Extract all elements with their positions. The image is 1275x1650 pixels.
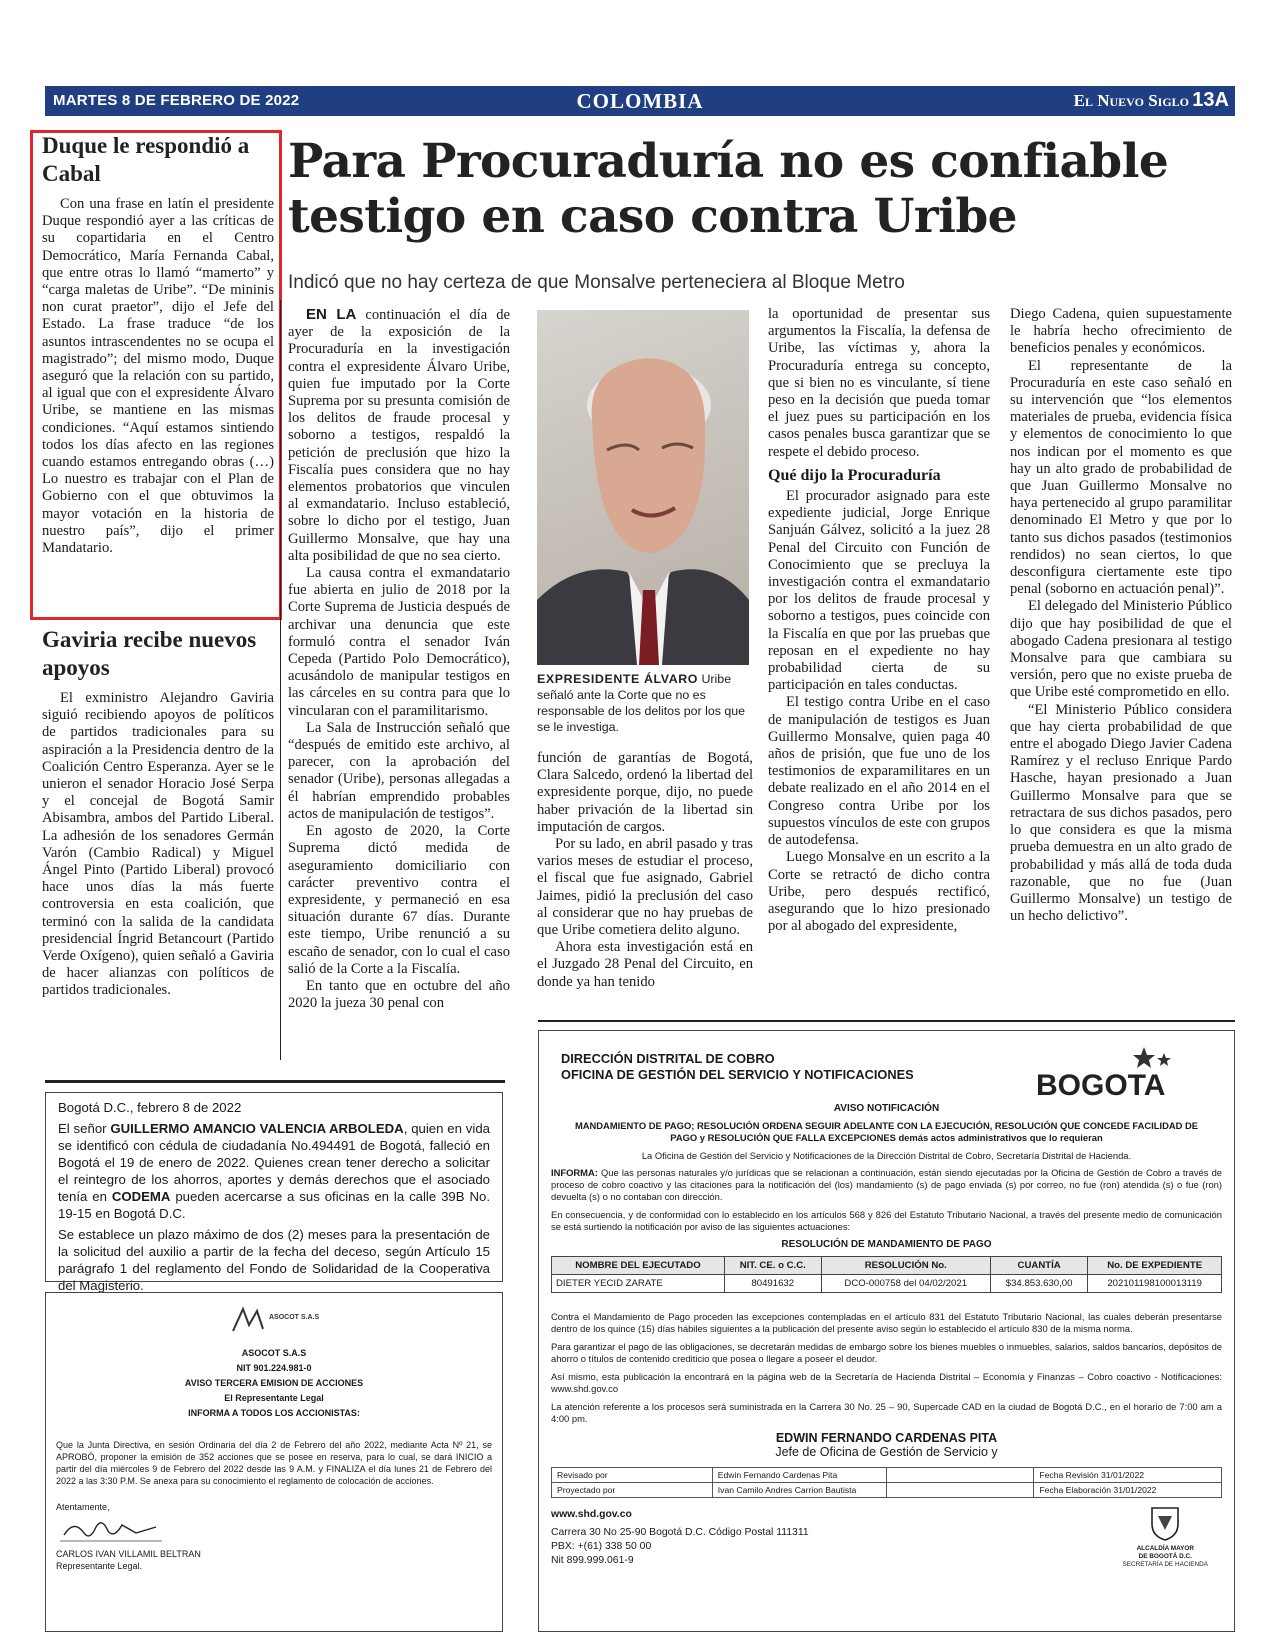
bogota-org1: DIRECCIÓN DISTRITAL DE COBRO — [561, 1051, 775, 1066]
table-cell: Fecha Revisión 31/01/2022 — [1034, 1468, 1222, 1483]
uribe-photo — [537, 310, 749, 665]
bogota-logo — [1032, 1043, 1182, 1108]
newspaper-name: El Nuevo Siglo — [1073, 91, 1189, 110]
table-cell: DCO-000758 del 04/02/2021 — [821, 1275, 990, 1293]
section-rule — [45, 1080, 505, 1083]
bogota-paragraph: Así mismo, esta publicación la encontrará en la página web de la Secretaría de Hacienda Distrital – Economía y Finanzas – Cobro coactivo - Notificaciones: www.shd.gov.co — [551, 1371, 1222, 1394]
bogota-pbx: PBX: +(61) 338 50 00 — [551, 1541, 652, 1552]
sidebar-duque-title: Duque le respondió a Cabal — [42, 133, 250, 186]
asocot-issue: AVISO TERCERA EMISION DE ACCIONES — [184, 1378, 364, 1388]
issue-date: MARTES 8 DE FEBRERO DE 2022 — [53, 92, 300, 109]
notice-date: Bogotá D.C., febrero 8 de 2022 — [58, 1100, 242, 1115]
table-cell: Proyectado por — [552, 1483, 713, 1498]
sidebar-duque-body: Con una frase en latín el presidente Duque respondió ayer a las críticas de su copartidaria en el Centro Democrático, María Fernanda Cabal, que entre otras lo llamó “mamerto” y “carga maletas de Uribe”. “De mininis non curat praetor”, dijo el Jefe del Estado. La frase traduce “de los asuntos intrascendentes no se ocupa el magistrado”; del mismo modo, Duque aseguró que la relación con su partido, al igual que con el expresidente Álvaro Uribe, se mantiene en las mismas condiciones. “Aquí estamos sintiendo todos los días afecto en las regiones cuando estamos entregando obras (…) Lo nuestro es trabajar con el Plan de Gobierno con el que obtuvimos la mayor votación en la historia de nuestro país”, dijo el primer Mandatario. — [42, 196, 274, 557]
asocot-signer: CARLOS IVAN VILLAMIL BELTRAN — [56, 1549, 201, 1559]
section-rule — [538, 1020, 1235, 1022]
article-column-3 — [768, 306, 990, 935]
article-paragraph: El procurador asignado para este expediente judicial, Jorge Enrique Sanjuán Gálvez, solicitó a la juez 28 Penal del Circuito con Función de Conocimiento que se precluya la investigación contra el exmandatario por los delitos de fraude procesal y soborno a testigos, pues coincide con la Fiscalía en que por las pruebas que reposan en el expediente no hay probabilidad cierta de su participación en tales conductas. — [768, 488, 990, 694]
notice-codema — [45, 1092, 503, 1293]
table-row — [552, 1483, 1222, 1498]
asocot-signer-title: Representante Legal. — [56, 1561, 143, 1571]
article-paragraph: La causa contra el exmandatario fue abierta en julio de 2018 por la Corte Suprema de Justicia después de archivar una denuncia que este formuló contra el senador Iván Cepeda (Partido Polo Democrático), acusándolo de manipular testigos en las cárceles en su contra para que lo vincularan con el paramilitarismo. — [288, 565, 510, 719]
article-subhead: Qué dijo la Procuraduría — [768, 466, 941, 484]
portrait-illustration — [537, 310, 749, 665]
article-headline: Para Procuraduría no es confiable testigo en caso contra Uribe — [288, 134, 1169, 244]
bogota-paragraph: Contra el Mandamiento de Pago proceden las excepciones contempladas en el artículo 831 del Estatuto Tributario Nacional, las cuales deberán presentarse dentro de los quince (15) días hábiles siguientes a la publicación del presente aviso según lo establecido el artículo 830 de la misma norma. — [551, 1311, 1222, 1334]
bogota-signer: EDWIN FERNANDO CARDENAS PITA — [775, 1431, 998, 1445]
article-paragraph: Ahora esta investigación está en el Juzgado 28 Penal del Circuito, en donde ya han tenido — [537, 939, 753, 990]
signature-icon — [56, 1515, 166, 1545]
asocot-body: Que la Junta Directiva, en sesión Ordinaria del día 2 de Febrero del año 2022, mediante Acta Nº 21, se APROBÓ, proponer la emisión de 352 acciones que se posee en reserva, para lo cual, se dará INICIO a partir del día miércoles 9 de Febrero del 2022 desde las 9 A.M. y FINALIZA el día lunes 21 de Febrero del 2022 a las 3:30 P.M. Se anexa para su conocimiento el reglamento de colocación de acciones. — [56, 1440, 492, 1486]
bogota-paragraph: La atención referente a los procesos será suministrada en la Carrera 30 No. 25 – 90, Supercade CAD en la ciudad de Bogotá D.C., en el horario de 7:00 am a 4:00 pm. — [551, 1401, 1222, 1424]
asocot-inform: INFORMA A TODOS LOS ACCIONISTAS: — [188, 1408, 360, 1418]
article-paragraph: Por su lado, en abril pasado y tras varios meses de estudiar el proceso, el fiscal que fue asignado, Gabriel Jaimes, pidió la preclusión del caso al considerar que no hay pruebas de que Uribe cometiera delito alguno. — [537, 836, 753, 939]
column-divider — [280, 300, 281, 1060]
bogota-paragraph: Para garantizar el pago de las obligaciones, se decretarán medidas de embargo sobre los bienes muebles o inmuebles, salarios, saldos bancarios, depósitos de ahorro o títulos de contenido crediticio que posea o llegare a poseer el deudor. — [551, 1341, 1222, 1364]
alcaldia-seal: ALCALDÍA MAYOR DE BOGOTÁ D.C. SECRETARÍA DE HACIENDA — [1123, 1504, 1208, 1569]
notice-paragraph: El señor GUILLERMO AMANCIO VALENCIA ARBOLEDA, quien en vida se identificó con cédula de ciudadanía No.494491 de Bogotá, falleció en Bogotá el 19 de enero de 2022. Quienes crean tener derecho a solicitar el reintegro de los ahorros, aportes y demás derechos que el asociado tenía en CODEMA pueden acercarse a sus oficinas en la calle 39B No. 19-15 en Bogotá D.C. — [58, 1121, 490, 1221]
table-header: CUANTÍA — [990, 1257, 1087, 1275]
article-paragraph: “El Ministerio Público considera que hay cierta probabilidad de que entre el abogado Diego Javier Cadena Ramírez y el recluso Enrique Pardo Hasche, hayan presionado a Juan Guillermo Monsalve para que se retractara de sus dichos pasados, pero lo que considera es que la misma prueba demuestra en un alto grado de probabilidad y más allá de toda duda razonable, que no fue (Juan Guillermo Monsalve) un testigo de un hecho delictivo”. — [1010, 701, 1232, 925]
article-deck: Indicó que no hay certeza de que Monsalve perteneciera al Bloque Metro — [288, 272, 905, 293]
sidebar-gaviria-title: Gaviria recibe nuevos apoyos — [42, 627, 257, 680]
sidebar-gaviria-body: El exministro Alejandro Gaviria siguió recibiendo apoyos de políticos de partidos tradicionales para su aspiración a la Presidencia dentro de la Coalición Centro Esperanza. Ayer se le unieron el senador Horacio José Serpa y el concejal de Bogotá Samir Abisambra, ambos del Partido Liberal. La adhesión de los senadores Germán Varón (Cambio Radical) y Miguel Ángel Pinto (Partido Liberal) provocó hace unos días la más fuerte controversia en esta coalición, que terminó con la salida de la candidata presidencial Íngrid Betancourt (Partido Verde Oxígeno), quien señaló a Gaviria de hacer alianzas con políticos de partidos tradicionales. — [42, 690, 274, 999]
bogota-web: www.shd.gov.co — [551, 1509, 632, 1520]
table-row — [552, 1468, 1222, 1483]
notice-paragraph: Se establece un plazo máximo de dos (2) meses para la presentación de la solicitud del auxilio a partir de la fecha del deceso, según Artículo 15 parágrafo 1 del reglamento del Fondo de Solidaridad de la Cooperativa del Magisterio. — [58, 1227, 490, 1293]
asocot-closing: Atentamente, — [56, 1502, 110, 1512]
table-cell: 202101198100013119 — [1088, 1275, 1222, 1293]
table-cell — [886, 1483, 1033, 1498]
table-row — [552, 1275, 1222, 1293]
page-number: 13A — [1192, 89, 1229, 111]
article-paragraph: Diego Cadena, quien supuestamente le habría hecho ofrecimiento de beneficios penales y económicos. — [1010, 306, 1232, 357]
article-paragraph: El representante de la Procuraduría en este caso señaló en su intervención que “los elementos materiales de prueba, evidencia física y elementos de conocimiento lo que nos indican por el momento es que hay un alto grado de probabilidad de que Juan Guillermo Monsalve no haya pertenecido al grupo paramilitar denominado El Metro y que por lo tanto sus dichos pasados (testimonios rendidos) no sean ciertos, lo que desconfigura ciertamente este tipo penal (soborno en actuación penal)”. — [1010, 357, 1232, 598]
bogota-office: La Oficina de Gestión del Servicio y Notificaciones de la Dirección Distrital de Cobro, Secretaría Distrital de Hacienda. — [641, 1150, 1132, 1161]
table-cell: $34.853.630,00 — [990, 1275, 1087, 1293]
table-cell: Ivan Camilo Andres Carrion Bautista — [712, 1483, 886, 1498]
article-paragraph: la oportunidad de presentar sus argumentos la Fiscalía, la defensa de Uribe, las víctimas y, ahora la Procuraduría entrega su concepto, que si bien no es vinculante, sí tiene peso en la decisión que pueda tomar el juez pues su participación en los casos penales busca garantizar que se respete el debido proceso. — [768, 306, 990, 460]
asocot-company: ASOCOT S.A.S — [241, 1348, 307, 1358]
bogota-logo-icon — [1032, 1043, 1182, 1103]
bogota-resolucion-title: RESOLUCIÓN DE MANDAMIENTO DE PAGO — [781, 1239, 992, 1250]
asocot-logo — [56, 1305, 492, 1338]
table-header-row — [552, 1257, 1222, 1275]
notice-asocot — [45, 1292, 503, 1632]
article-paragraph: El testigo contra Uribe en el caso de manipulación de testigos es Juan Guillermo Monsalve, quien paga 40 años de prisión, que fue uno de los testimonios de exparamilitares en un debate realizado en el año 2014 en el Congreso contra Uribe por los supuestos vínculos de este con grupos de autodefensa. — [768, 694, 990, 849]
article-paragraph: Luego Monsalve en un escrito a la Corte se retractó de dicho contra Uribe, pero después rectificó, asegurando que lo hizo presionado por al abogado del expresidente, — [768, 849, 990, 935]
bogota-org2: OFICINA DE GESTIÓN DEL SERVICIO Y NOTIFICACIONES — [561, 1067, 914, 1082]
asocot-rep: El Representante Legal — [224, 1393, 324, 1403]
header-bar — [45, 86, 1235, 116]
svg-text:ASOCOT S.A.S: ASOCOT S.A.S — [269, 1314, 319, 1321]
photo-caption: EXPRESIDENTE ÁLVARO Uribe señaló ante la Corte que no es responsable de los delitos por los que se le investiga. — [537, 672, 746, 734]
table-cell: Revisado por — [552, 1468, 713, 1483]
bogota-consecuencia: En consecuencia, y de conformidad con lo establecido en los artículos 568 y 826 del Estatuto Tributario Nacional, a través del presente medio de comunicación se está surtiendo la notificación por aviso de las siguientes actuaciones: — [551, 1209, 1222, 1232]
bogota-informa: INFORMA: Que las personas naturales y/o jurídicas que se relacionan a continuación, están siendo ejecutadas por la Oficina de Gestión de Cobro a través de proceso de cobro coactivo y las citaciones para la notificación del (los) mandamiento (s) de pago enviada (s) por correo, no fue (ron) atendida (s) o fue (ron) devuelta (s) o no contaban con dirección. — [551, 1167, 1222, 1202]
article-paragraph: En agosto de 2020, la Corte Suprema dictó medida de aseguramiento domiciliario con carácter preventivo contra el expresidente, y permaneció en esa situación durante 67 días. Durante este tiempo, Uribe renunció a su escaño de senador, con lo cual el caso salió de la Corte a la Fiscalía. — [288, 823, 510, 977]
bogota-address: Carrera 30 No 25-90 Bogotá D.C. Código Postal 111311 — [551, 1527, 809, 1538]
asocot-logo-icon — [229, 1305, 319, 1335]
table-header: RESOLUCIÓN No. — [821, 1257, 990, 1275]
table-header: NOMBRE DEL EJECUTADO — [552, 1257, 725, 1275]
asocot-nit: NIT 901.224.981-0 — [236, 1363, 312, 1373]
sidebar-gaviria — [42, 626, 274, 1000]
table-cell: Edwin Fernando Cardenas Pita — [712, 1468, 886, 1483]
article-paragraph: La Sala de Instrucción señaló que “después de emitido este archivo, al parecer, con la aprobación del senador (Uribe), personas allegadas a él habrían emprendido probables actos de manipulación de testigos”. — [288, 719, 510, 822]
sidebar-duque — [42, 132, 274, 557]
bogota-mandamiento: MANDAMIENTO DE PAGO; RESOLUCIÓN ORDENA SEGUIR ADELANTE CON LA EJECUCIÓN, RESOLUCIÓN QUE CONCEDE FACILIDAD DE PAGO y RESOLUCIÓN QUE FALLA EXCEPCIONES demás actos administrativos que lo requieran — [574, 1120, 1199, 1143]
bogota-signer-title: Jefe de Oficina de Gestión de Servicio y — [775, 1445, 998, 1459]
article-paragraph: En tanto que en octubre del año 2020 la jueza 30 penal con — [288, 977, 510, 1012]
article-column-4 — [1010, 306, 1232, 925]
notice-bogota — [538, 1030, 1235, 1632]
review-table — [551, 1467, 1222, 1498]
bogota-table — [551, 1256, 1222, 1293]
coat-of-arms-icon — [1148, 1504, 1182, 1542]
article-paragraph: EN LA continuación el día de ayer de la exposición de la Procuraduría en la investigación contra el expresidente Álvaro Uribe, quien fue imputado por la Corte Suprema por su presunta comisión de los delitos de fraude procesal y soborno a testigos, respaldó la petición de preclusión que hizo la Fiscalía pues considera que no hay elementos probatorios que vinculen al exmandatario. Incluso estableció, sobre lo dicho por el testigo, Juan Guillermo Monsalve, que hay una alta posibilidad de que no sea cierto. — [288, 306, 510, 564]
article-column-2 — [537, 750, 753, 991]
table-cell: Fecha Elaboración 31/01/2022 — [1034, 1483, 1222, 1498]
article-paragraph: El delegado del Ministerio Público dijo que hay posibilidad de que el abogado Cadena presionara al testigo Monsalve para que cambiara su versión, pero que no existe prueba de que Uribe esté comprometido en ello. — [1010, 598, 1232, 701]
table-cell: DIETER YECID ZARATE — [552, 1275, 725, 1293]
table-header: No. DE EXPEDIENTE — [1088, 1257, 1222, 1275]
table-cell — [886, 1468, 1033, 1483]
article-paragraph: función de garantías de Bogotá, Clara Salcedo, ordenó la libertad del expresidente porque, dijo, no puede haber privación de la libertad sin imputación de cargos. — [537, 750, 753, 835]
table-cell: 80491632 — [724, 1275, 821, 1293]
bogota-aviso: AVISO NOTIFICACIÓN — [833, 1103, 940, 1114]
section-title: COLOMBIA — [576, 89, 704, 113]
table-header: NIT. CE. o C.C. — [724, 1257, 821, 1275]
svg-text:BOGOTA: BOGOTA — [1036, 1069, 1166, 1102]
article-column-1 — [288, 306, 510, 1012]
bogota-nit: Nit 899.999.061-9 — [551, 1555, 634, 1566]
